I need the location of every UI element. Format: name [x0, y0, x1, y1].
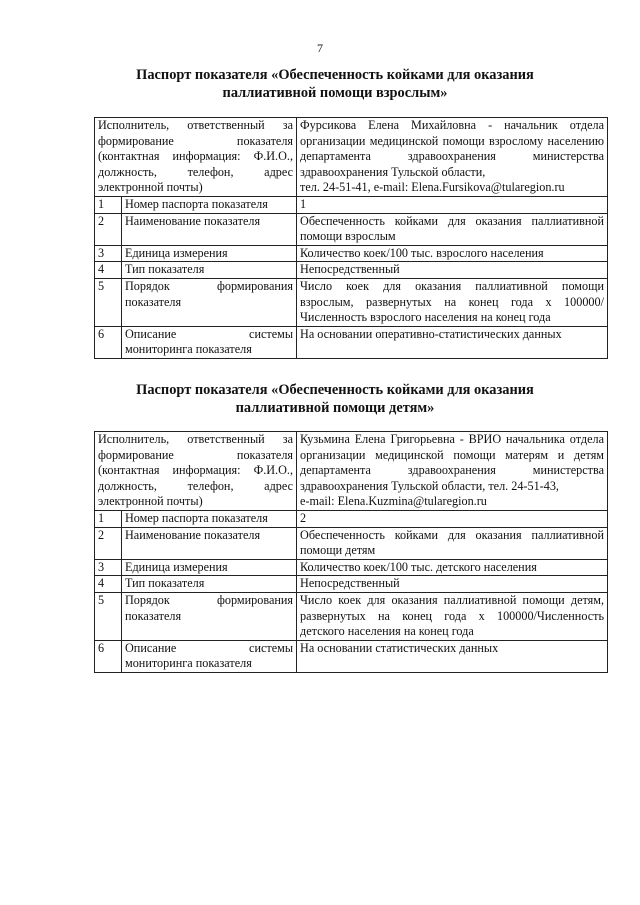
row-number: 6 [95, 640, 122, 672]
passport-table-children [94, 431, 608, 673]
row-value: Обеспеченность койками для оказания паллиативной помощи детям [297, 527, 608, 559]
executor-value-text: Фурсикова Елена Михайловна - начальник отдела организации медицинской помощи взрослому населению департамента здравоохранения министерства здравоохранения Тульской области, [300, 118, 605, 179]
passport-title-adults [95, 66, 575, 102]
table-row [95, 576, 608, 593]
executor-row [95, 432, 608, 511]
passport-title-children [95, 381, 575, 417]
table-row [95, 326, 608, 358]
row-label: Единица измерения [122, 559, 297, 576]
passport-title-line: паллиативной помощи взрослым» [222, 85, 448, 101]
row-value: Количество коек/100 тыс. взрослого населения [297, 245, 608, 262]
row-value: На основании оперативно-статистических данных [297, 326, 608, 358]
row-number: 4 [95, 262, 122, 279]
page-number: 7 [317, 41, 323, 55]
executor-label: Исполнитель, ответственный за формирование показателя (контактная информация: Ф.И.О., должность, телефон, адрес электронной почты) [95, 118, 297, 197]
executor-value [297, 432, 608, 511]
table-row [95, 592, 608, 640]
row-label: Наименование показателя [122, 213, 297, 245]
table-row [95, 262, 608, 279]
row-label: Тип показателя [122, 576, 297, 593]
passport-title-line: Паспорт показателя «Обеспеченность койками для оказания [136, 67, 534, 83]
table-row [95, 213, 608, 245]
row-value: Число коек для оказания паллиативной помощи детям, развернутых на конец года х 100000/Численность детского населения на конец года [297, 592, 608, 640]
row-label: Порядок формирования показателя [122, 278, 297, 326]
row-label: Описание системы мониторинга показателя [122, 326, 297, 358]
executor-contact: e-mail: Elena.Kuzmina@tularegion.ru [300, 494, 487, 509]
row-label: Тип показателя [122, 262, 297, 279]
row-label: Порядок формирования показателя [122, 592, 297, 640]
row-number: 2 [95, 213, 122, 245]
row-value: Непосредственный [297, 576, 608, 593]
row-value: 2 [297, 510, 608, 527]
table-row [95, 559, 608, 576]
executor-value-text: Кузьмина Елена Григорьевна - ВРИО начальника отдела организации медицинской помощи матерям и детям департамента здравоохранения министерства здравоохранения Тульской области, тел. 24-51-43, [300, 432, 605, 493]
row-label: Описание системы мониторинга показателя [122, 640, 297, 672]
row-label: Единица измерения [122, 245, 297, 262]
row-number: 2 [95, 527, 122, 559]
table-row [95, 278, 608, 326]
executor-label: Исполнитель, ответственный за формирование показателя (контактная информация: Ф.И.О., должность, телефон, адрес электронной почты) [95, 432, 297, 511]
row-value: Количество коек/100 тыс. детского населения [297, 559, 608, 576]
row-number: 3 [95, 245, 122, 262]
row-number: 5 [95, 278, 122, 326]
row-number: 1 [95, 510, 122, 527]
row-value: 1 [297, 196, 608, 213]
row-number: 1 [95, 196, 122, 213]
table-row [95, 527, 608, 559]
executor-row [95, 118, 608, 197]
table-row [95, 196, 608, 213]
executor-contact: тел. 24-51-41, e-mail: Elena.Fursikova@tularegion.ru [300, 180, 565, 195]
table-row [95, 640, 608, 672]
row-number: 4 [95, 576, 122, 593]
passport-title-line: Паспорт показателя «Обеспеченность койками для оказания [136, 382, 534, 398]
passport-title-line: паллиативной помощи детям» [235, 400, 435, 416]
row-value: Непосредственный [297, 262, 608, 279]
row-label: Наименование показателя [122, 527, 297, 559]
passport-table-adults [94, 117, 608, 359]
table-row [95, 245, 608, 262]
row-value: Число коек для оказания паллиативной помощи взрослым, развернутых на конец года х 100000/Численность взрослого населения на конец года [297, 278, 608, 326]
row-label: Номер паспорта показателя [122, 196, 297, 213]
row-value: На основании статистических данных [297, 640, 608, 672]
row-label: Номер паспорта показателя [122, 510, 297, 527]
row-value: Обеспеченность койками для оказания паллиативной помощи взрослым [297, 213, 608, 245]
row-number: 3 [95, 559, 122, 576]
executor-value [297, 118, 608, 197]
row-number: 5 [95, 592, 122, 640]
table-row [95, 510, 608, 527]
row-number: 6 [95, 326, 122, 358]
